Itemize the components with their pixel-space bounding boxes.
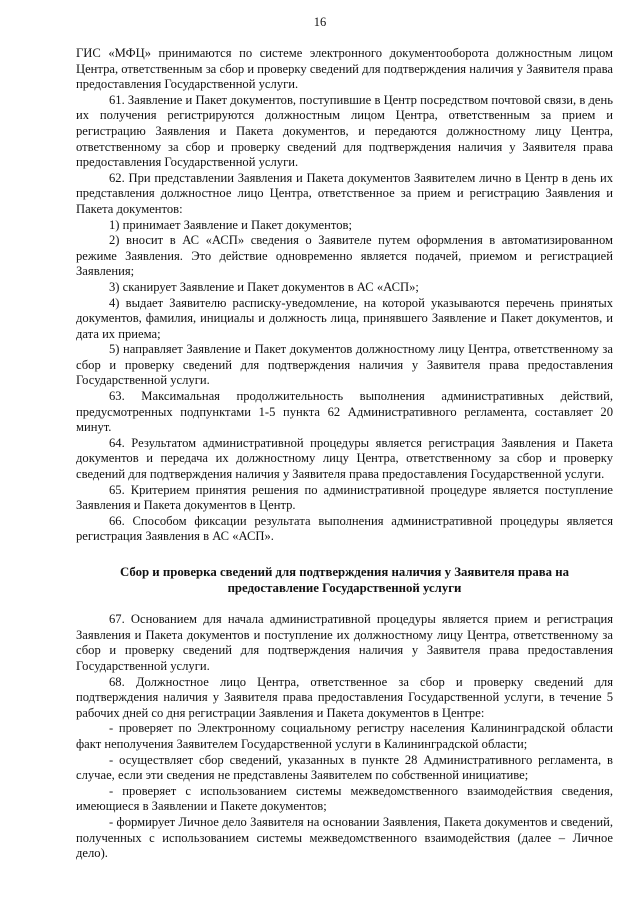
paragraphs-after-heading [76, 612, 613, 862]
section-heading: Сбор и проверка сведений для подтверждения наличия у Заявителя права на предоставление Государственной услуги [119, 565, 570, 595]
paragraphs-before-heading [76, 46, 613, 545]
paragraph: - осуществляет сбор сведений, указанных в пункте 28 Административного регламента, в случае, если эти сведения не представлены Заявителем по собственной инициативе; [76, 752, 613, 783]
paragraph: 61. Заявление и Пакет документов, поступившие в Центр посредством почтовой связи, в день их получения регистрируются должностным лицом Центра, ответственным за прием и регистрацию Заявления и Пакета документов, и передаются должностному лицу Центра, ответственному за сбор и проверку сведений для подтверждения наличия у Заявителя права предоставления Государственной услуги. [76, 92, 613, 170]
page-content [76, 46, 613, 862]
paragraph: 2) вносит в АС «АСП» сведения о Заявителе путем оформления в автоматизированном режиме Заявления. Это действие одновременно является подачей, приемом и регистрацией Заявления; [76, 233, 613, 279]
paragraph: - формирует Личное дело Заявителя на основании Заявления, Пакета документов и сведений, полученных с использованием системы межведомственного взаимодействия (далее – Личное дело). [76, 814, 613, 861]
paragraph: 63. Максимальная продолжительность выполнения административных действий, предусмотренных подпунктами 1-5 пункта 62 Административного регламента, составляет 20 минут. [76, 389, 613, 435]
paragraph: 67. Основанием для начала административной процедуры является прием и регистрация Заявления и Пакета документов и поступление их должностному лицу Центра, ответственному за сбор и проверку сведений для подтверждения наличия у Заявителя права предоставления Государственной услуги. [76, 612, 613, 673]
paragraph: 66. Способом фиксации результата выполнения административной процедуры является регистрация Заявления в АС «АСП». [76, 513, 613, 544]
page-number: 16 [313, 15, 327, 29]
paragraph: 62. При представлении Заявления и Пакета документов Заявителем лично в Центр в день их представления должностное лицо Центра, ответственное за прием и регистрацию Заявления и Пакета документов: [76, 170, 613, 216]
paragraph: 3) сканирует Заявление и Пакет документов в АС «АСП»; [109, 279, 419, 294]
paragraph: - проверяет по Электронному социальному регистру населения Калининградской области факт неполучения Заявителем Государственной услуги в Калининградской области; [76, 721, 613, 751]
paragraph: 65. Критерием принятия решения по административной процедуре является поступление Заявления и Пакета документов в Центр. [76, 482, 613, 513]
paragraph: 68. Должностное лицо Центра, ответственное за сбор и проверку сведений для подтверждения наличия у Заявителя права предоставления Государственной услуги, в течение 5 рабочих дней со дня регистрации Заявления и Пакета документов в Центре: [76, 674, 613, 720]
paragraph: 64. Результатом административной процедуры является регистрация Заявления и Пакета документов и передача их должностному лицу Центра, ответственному за сбор и проверку сведений для подтверждения наличия у Заявителя права предоставления Государственной услуги. [76, 435, 613, 482]
paragraph: 4) выдает Заявителю расписку-уведомление, на которой указываются перечень принятых документов, фамилия, инициалы и должность лица, принявшего Заявление и Пакет документов, и дата их приема; [76, 295, 613, 341]
paragraph: 5) направляет Заявление и Пакет документов должностному лицу Центра, ответственному за сбор и проверку сведений для подтверждения наличия у Заявителя права предоставления Государственной услуги. [76, 342, 613, 388]
paragraph: 1) принимает Заявление и Пакет документов; [109, 217, 352, 232]
paragraph: - проверяет с использованием системы межведомственного взаимодействия сведения, имеющиеся в Заявлении и Пакете документов; [76, 783, 613, 814]
paragraph: ГИС «МФЦ» принимаются по системе электронного документооборота должностным лицом Центра, ответственным за сбор и проверку сведений для подтверждения наличия у Заявителя права предоставления Государственной услуги. [76, 46, 613, 92]
